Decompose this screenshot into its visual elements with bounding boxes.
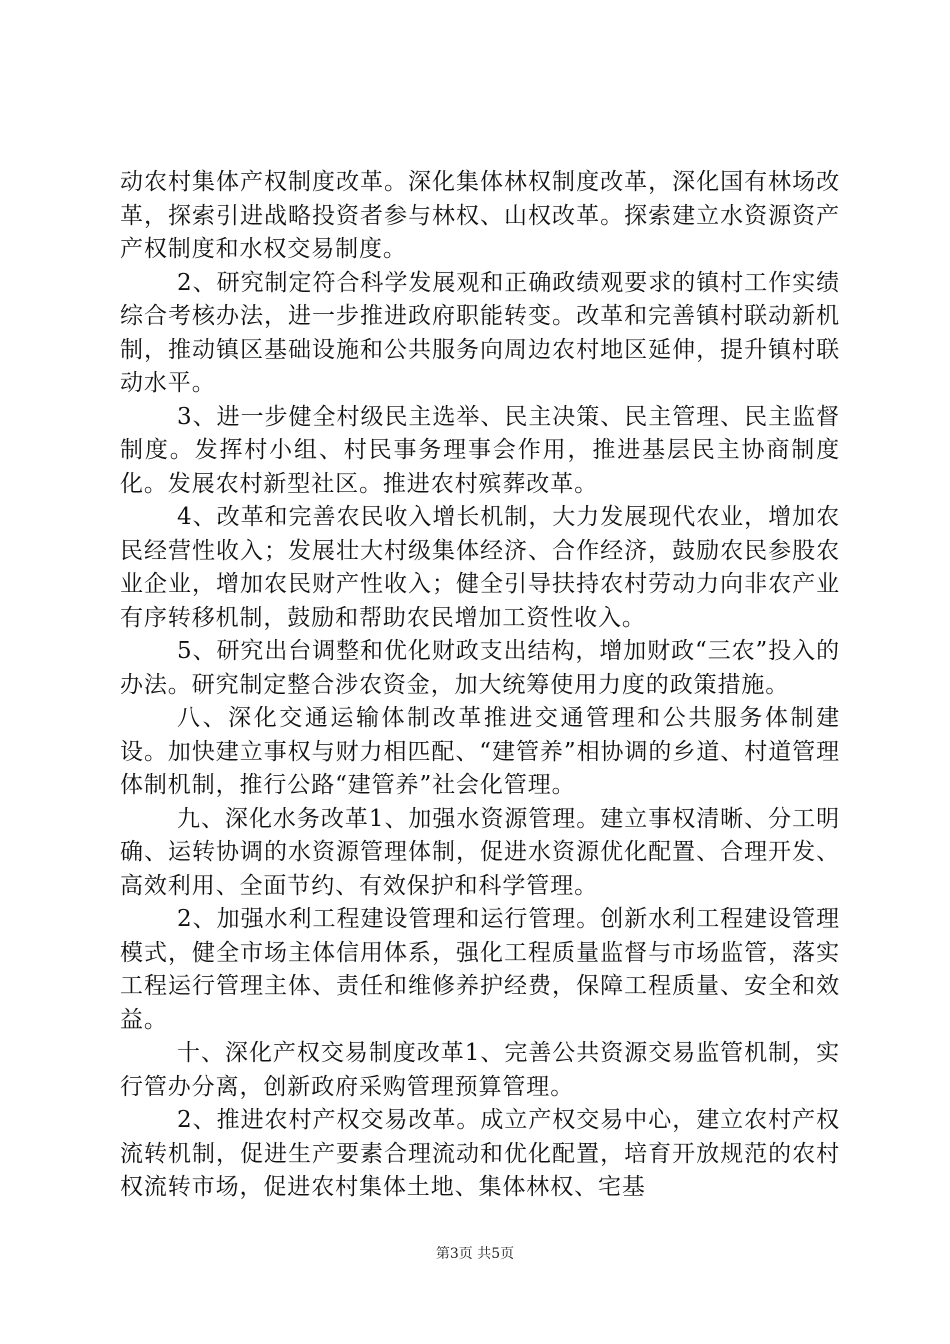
- page-footer: 第3页 共5页: [435, 1246, 515, 1262]
- paragraph-10: 2、推进农村产权交易改革。成立产权交易中心，建立农村产权流转机制，促进生产要素合理流动和优化配置，培育开放规范的农村权流转市场，促进农村集体土地、集体林权、宅基: [120, 1107, 840, 1200]
- paragraph-7: 九、深化水务改革1、加强水资源管理。建立事权清晰、分工明确、运转协调的水资源管理体制，促进水资源优化配置、合理开发、高效利用、全面节约、有效保护和科学管理。: [120, 805, 840, 899]
- document-body: [120, 166, 840, 1205]
- paragraph-8: 2、加强水利工程建设管理和运行管理。创新水利工程建设管理模式，健全市场主体信用体系，强化工程质量监督与市场监管，落实工程运行管理主体、责任和维修养护经费，保障工程质量、安全和效益。: [120, 906, 840, 1033]
- paragraph-3: 3、进一步健全村级民主选举、民主决策、民主管理、民主监督制度。发挥村小组、村民事务理事会作用，推进基层民主协商制度化。发展农村新型社区。推进农村殡葬改革。: [120, 403, 840, 497]
- paragraph-6: 八、深化交通运输体制改革推进交通管理和公共服务体制建设。加快建立事权与财力相匹配、“建管养”相协调的乡道、村道管理体制机制，推行公路“建管养”社会化管理。: [120, 705, 840, 798]
- paragraph-9: 十、深化产权交易制度改革1、完善公共资源交易监管机制，实行管办分离，创新政府采购管理预算管理。: [120, 1040, 840, 1100]
- paragraph-4: 4、改革和完善农民收入增长机制，大力发展现代农业，增加农民经营性收入；发展壮大村级集体经济、合作经济，鼓励农民参股农业企业，增加农民财产性收入；健全引导扶持农村劳动力向非农产业有序转移机制，鼓励和帮助农民增加工资性收入。: [120, 504, 840, 631]
- paragraph-1: 动农村集体产权制度改革。深化集体林权制度改革，深化国有林场改革，探索引进战略投资者参与林权、山权改革。探索建立水资源资产产权制度和水权交易制度。: [120, 169, 840, 262]
- paragraph-2: 2、研究制定符合科学发展观和正确政绩观要求的镇村工作实绩综合考核办法，进一步推进政府职能转变。改革和完善镇村联动新机制，推动镇区基础设施和公共服务向周边农村地区延伸，提升镇村联动水平。: [120, 269, 840, 396]
- paragraph-5: 5、研究出台调整和优化财政支出结构，增加财政“三农”投入的办法。研究制定整合涉农资金，加大统筹使用力度的政策措施。: [120, 638, 840, 698]
